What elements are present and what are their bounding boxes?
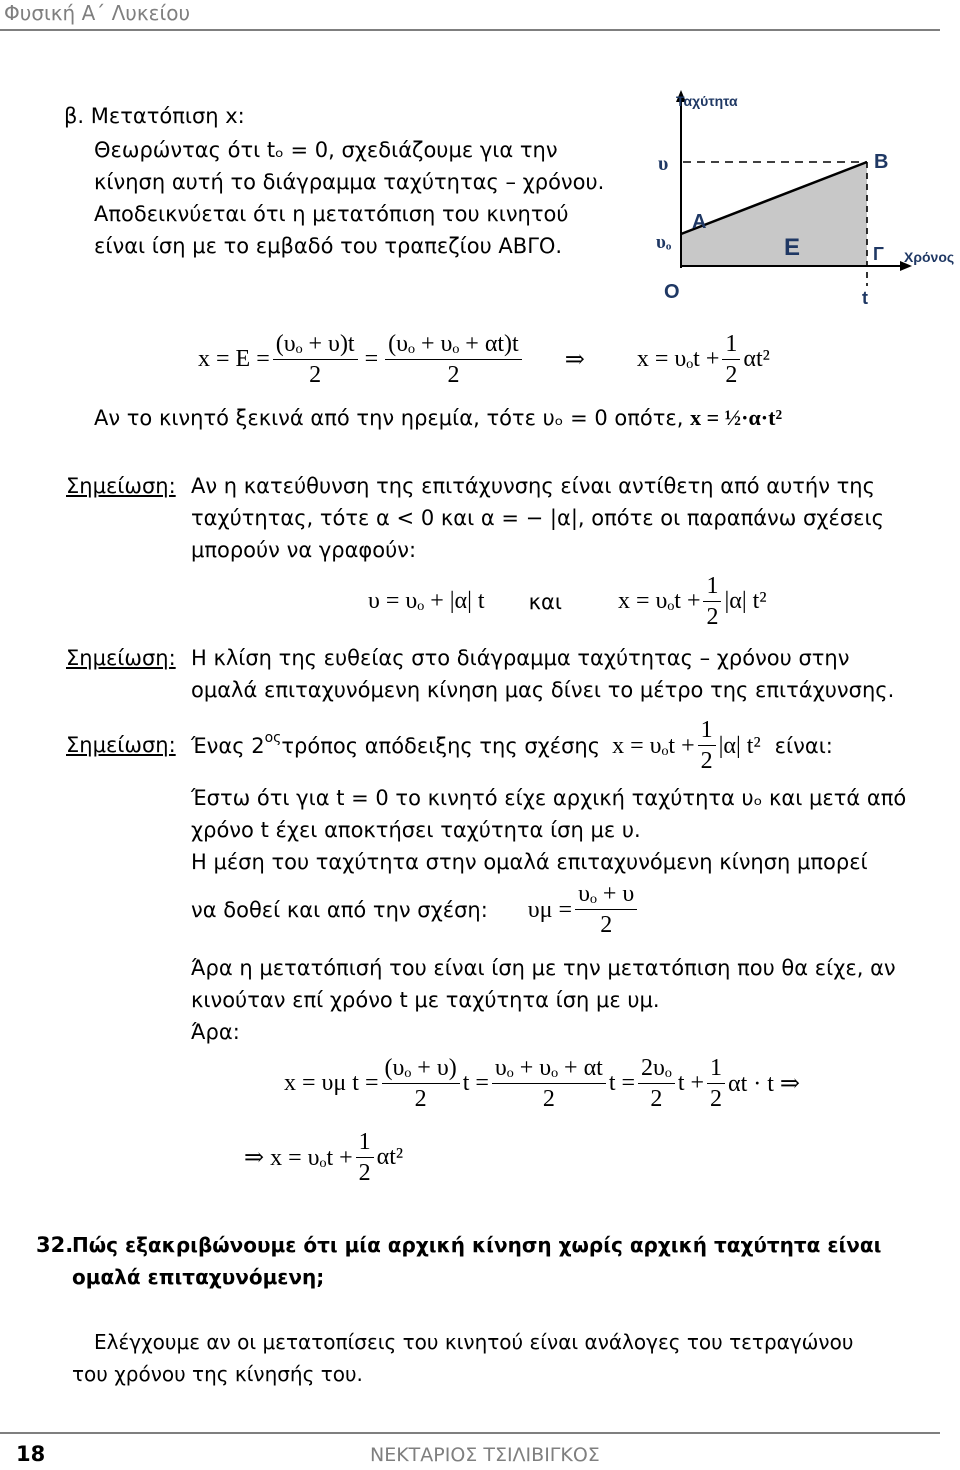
mean-text: να δοθεί και από την σχέση: — [191, 897, 488, 922]
note3-label: Σημείωση: — [66, 733, 176, 757]
note3-pre: Ένας 2 — [191, 733, 265, 758]
note3-line2: Άρα η μετατόπισή του είναι ίση με την μετατόπιση που θα είχε, αν — [191, 956, 896, 980]
eq1-frac1 — [273, 330, 358, 389]
section-b-line: Αποδεικνύεται ότι η μετατόπιση του κινητού — [94, 202, 569, 226]
eq1-rhs-frac — [722, 330, 740, 389]
final-derivation — [284, 1054, 800, 1113]
label-E: E — [784, 234, 801, 261]
final-frac1-den: 2 — [414, 1086, 427, 1112]
note1-eq-frac — [703, 572, 721, 631]
section-b-heading — [64, 100, 245, 132]
label-vo: υₒ — [656, 232, 672, 253]
note2-label: Σημείωση: — [66, 646, 176, 670]
section-b-line: Θεωρώντας ότι tₒ = 0, σχεδιάζουμε για την — [94, 138, 558, 162]
x-axis-title: Χρόνος — [904, 249, 955, 265]
note3-eq-b: |α| t² — [718, 732, 761, 759]
note1-eq-frac-num: 1 — [703, 572, 721, 602]
eq1-frac2 — [385, 330, 522, 389]
final-frac2-den: 2 — [542, 1086, 555, 1112]
note1-eq-right-a: x = υₒt + — [617, 588, 701, 614]
label-A: A — [692, 211, 707, 233]
question-number: 32. — [36, 1233, 74, 1257]
label-v: υ — [658, 153, 669, 175]
final2-a: ⇒ x = υₒt + — [244, 1145, 353, 1171]
eq1-frac2-num: (υₒ + υₒ + αt)t — [385, 330, 522, 360]
final-e: αt · t ⇒ — [728, 1071, 801, 1097]
final-result — [244, 1128, 403, 1187]
note1-line: μπορούν να γραφούν: — [191, 538, 417, 562]
mean-lhs: υμ = — [527, 896, 573, 923]
note1-line: Αν η κατεύθυνση της επιτάχυνσης είναι αντίθετη από αυτήν της — [191, 474, 875, 498]
footer-rule — [0, 1432, 940, 1434]
final-d: t + — [677, 1070, 705, 1096]
final2-frac-den: 2 — [358, 1160, 371, 1186]
note3-line: χρόνο t έχει αποκτήσει ταχύτητα ίση με υ. — [191, 818, 641, 842]
note2-body — [191, 642, 931, 706]
section-b-heading-text: β. Μετατόπιση x: — [64, 104, 245, 128]
answer-line: Ελέγχουμε αν οι μετατοπίσεις του κινητού είναι ανάλογες του τετραγώνου — [94, 1330, 854, 1354]
final2-frac-num: 1 — [356, 1128, 374, 1158]
velocity-time-diagram — [650, 88, 960, 313]
note3-body — [191, 782, 931, 878]
footer-page-number: 18 — [16, 1442, 46, 1466]
final-frac3-den: 2 — [650, 1086, 663, 1112]
note1-conj: και — [528, 589, 562, 614]
eq1-rhs-b: αt² — [743, 346, 770, 372]
note1-line: ταχύτητας, τότε α < 0 και α = − |α|, οπότε οι παραπάνω σχέσεις — [191, 506, 884, 530]
note2-line: Η κλίση της ευθείας στο διάγραμμα ταχύτητας – χρόνου στην — [191, 646, 850, 670]
final-frac3-num: 2υₒ — [638, 1054, 675, 1084]
note3-line2: Άρα: — [191, 1020, 240, 1044]
label-O: O — [664, 281, 680, 303]
final2-b: αt² — [376, 1144, 404, 1170]
section-b-body — [94, 134, 634, 262]
label-G: Γ — [873, 244, 884, 264]
note3-line: Η μέση του ταχύτητα στην ομαλά επιταχυνόμενη κίνηση μπορεί — [191, 850, 868, 874]
answer-line: του χρόνου της κίνησής του. — [72, 1362, 363, 1386]
note3-sup: ος — [264, 729, 282, 746]
note1-eq-frac-den: 2 — [706, 604, 719, 630]
final-c: t = — [608, 1070, 636, 1096]
answer-32 — [72, 1326, 942, 1390]
note1-label: Σημείωση: — [66, 474, 176, 498]
final2-frac — [356, 1128, 374, 1187]
final-frac2-num: υₒ + υₒ + αt — [492, 1054, 606, 1084]
note2-line: ομαλά επιταχυνόμενη κίνηση μας δίνει το μέτρο της επιτάχυνσης. — [191, 678, 895, 702]
final-a: x = υμ t = — [284, 1070, 379, 1096]
mean-frac-den: 2 — [600, 912, 613, 938]
note1-equations — [368, 572, 767, 631]
note3-first-line — [191, 716, 833, 775]
trapezoid-area — [681, 162, 867, 266]
page-header — [0, 0, 960, 40]
final-frac4 — [707, 1054, 725, 1113]
final-frac1-num: (υₒ + υ) — [382, 1054, 460, 1084]
note3-eq-frac — [698, 716, 716, 775]
note3-body2 — [191, 952, 931, 1048]
eq1-frac2-den: 2 — [447, 362, 460, 388]
eq1-lhs: x = E = — [198, 346, 270, 372]
final-frac2 — [492, 1054, 606, 1113]
note1-body — [191, 470, 931, 566]
note1-eq-left: υ = υₒ + |α| t — [368, 588, 485, 614]
question-line: Πώς εξακριβώνουμε ότι μία αρχική κίνηση χωρίς αρχική ταχύτητα είναι — [72, 1233, 882, 1257]
eq1-rhs-a: x = υₒt + — [636, 346, 720, 372]
section-b-line: κίνηση αυτή το διάγραμμα ταχύτητας – χρόνου. — [94, 170, 605, 194]
y-axis-title: Ταχύτητα — [676, 93, 738, 109]
note3-mid: τρόπος απόδειξης της σχέσης — [281, 733, 601, 758]
eq1-eqsign: = — [364, 346, 379, 372]
rest-line-text: Αν το κινητό ξεκινά από την ηρεμία, τότε υₒ = 0 οπότε, — [94, 406, 684, 430]
rest-line-formula: x = ½·α·t² — [690, 405, 783, 430]
equation-displacement — [198, 330, 770, 389]
mean-velocity-line — [191, 880, 640, 939]
final-frac1 — [382, 1054, 460, 1113]
mean-frac-num: υₒ + υ — [575, 880, 637, 910]
mean-frac — [575, 880, 637, 939]
note3-line: Έστω ότι για t = 0 το κινητό είχε αρχική ταχύτητα υₒ και μετά από — [191, 786, 907, 810]
note3-eq-frac-num: 1 — [698, 716, 716, 746]
question-line: ομαλά επιταχυνόμενη; — [72, 1265, 325, 1289]
header-rule — [0, 29, 940, 31]
note3-eq-a: x = υₒt + — [612, 732, 695, 759]
final-frac4-num: 1 — [707, 1054, 725, 1084]
label-t: t — [862, 288, 868, 308]
note3-post: είναι: — [774, 733, 833, 758]
note1-eq-right-b: |α| t² — [724, 588, 767, 614]
footer-author: ΝΕΚΤΑΡΙΟΣ ΤΣΙΛΙΒΙΓΚΟΣ — [370, 1444, 600, 1466]
eq1-frac1-den: 2 — [309, 362, 322, 388]
final-b: t = — [462, 1070, 489, 1096]
implies-arrow: ⇒ — [564, 347, 585, 373]
header-title: Φυσική Α΄ Λυκείου — [4, 1, 191, 25]
section-b-line: είναι ίση με το εμβαδό του τραπεζίου ΑΒΓΟ. — [94, 234, 563, 258]
final-frac4-den: 2 — [710, 1086, 723, 1112]
eq1-rhs-frac-num: 1 — [722, 330, 740, 360]
eq1-rhs-frac-den: 2 — [725, 362, 738, 388]
rest-line — [94, 402, 782, 434]
final-frac3 — [638, 1054, 675, 1113]
question-32 — [36, 1229, 926, 1293]
eq1-frac1-num: (υₒ + υ)t — [273, 330, 358, 360]
note3-line2: κινούταν επί χρόνο t με ταχύτητα ίση με υμ. — [191, 988, 660, 1012]
note3-eq-frac-den: 2 — [700, 748, 713, 774]
label-B: B — [874, 151, 889, 173]
